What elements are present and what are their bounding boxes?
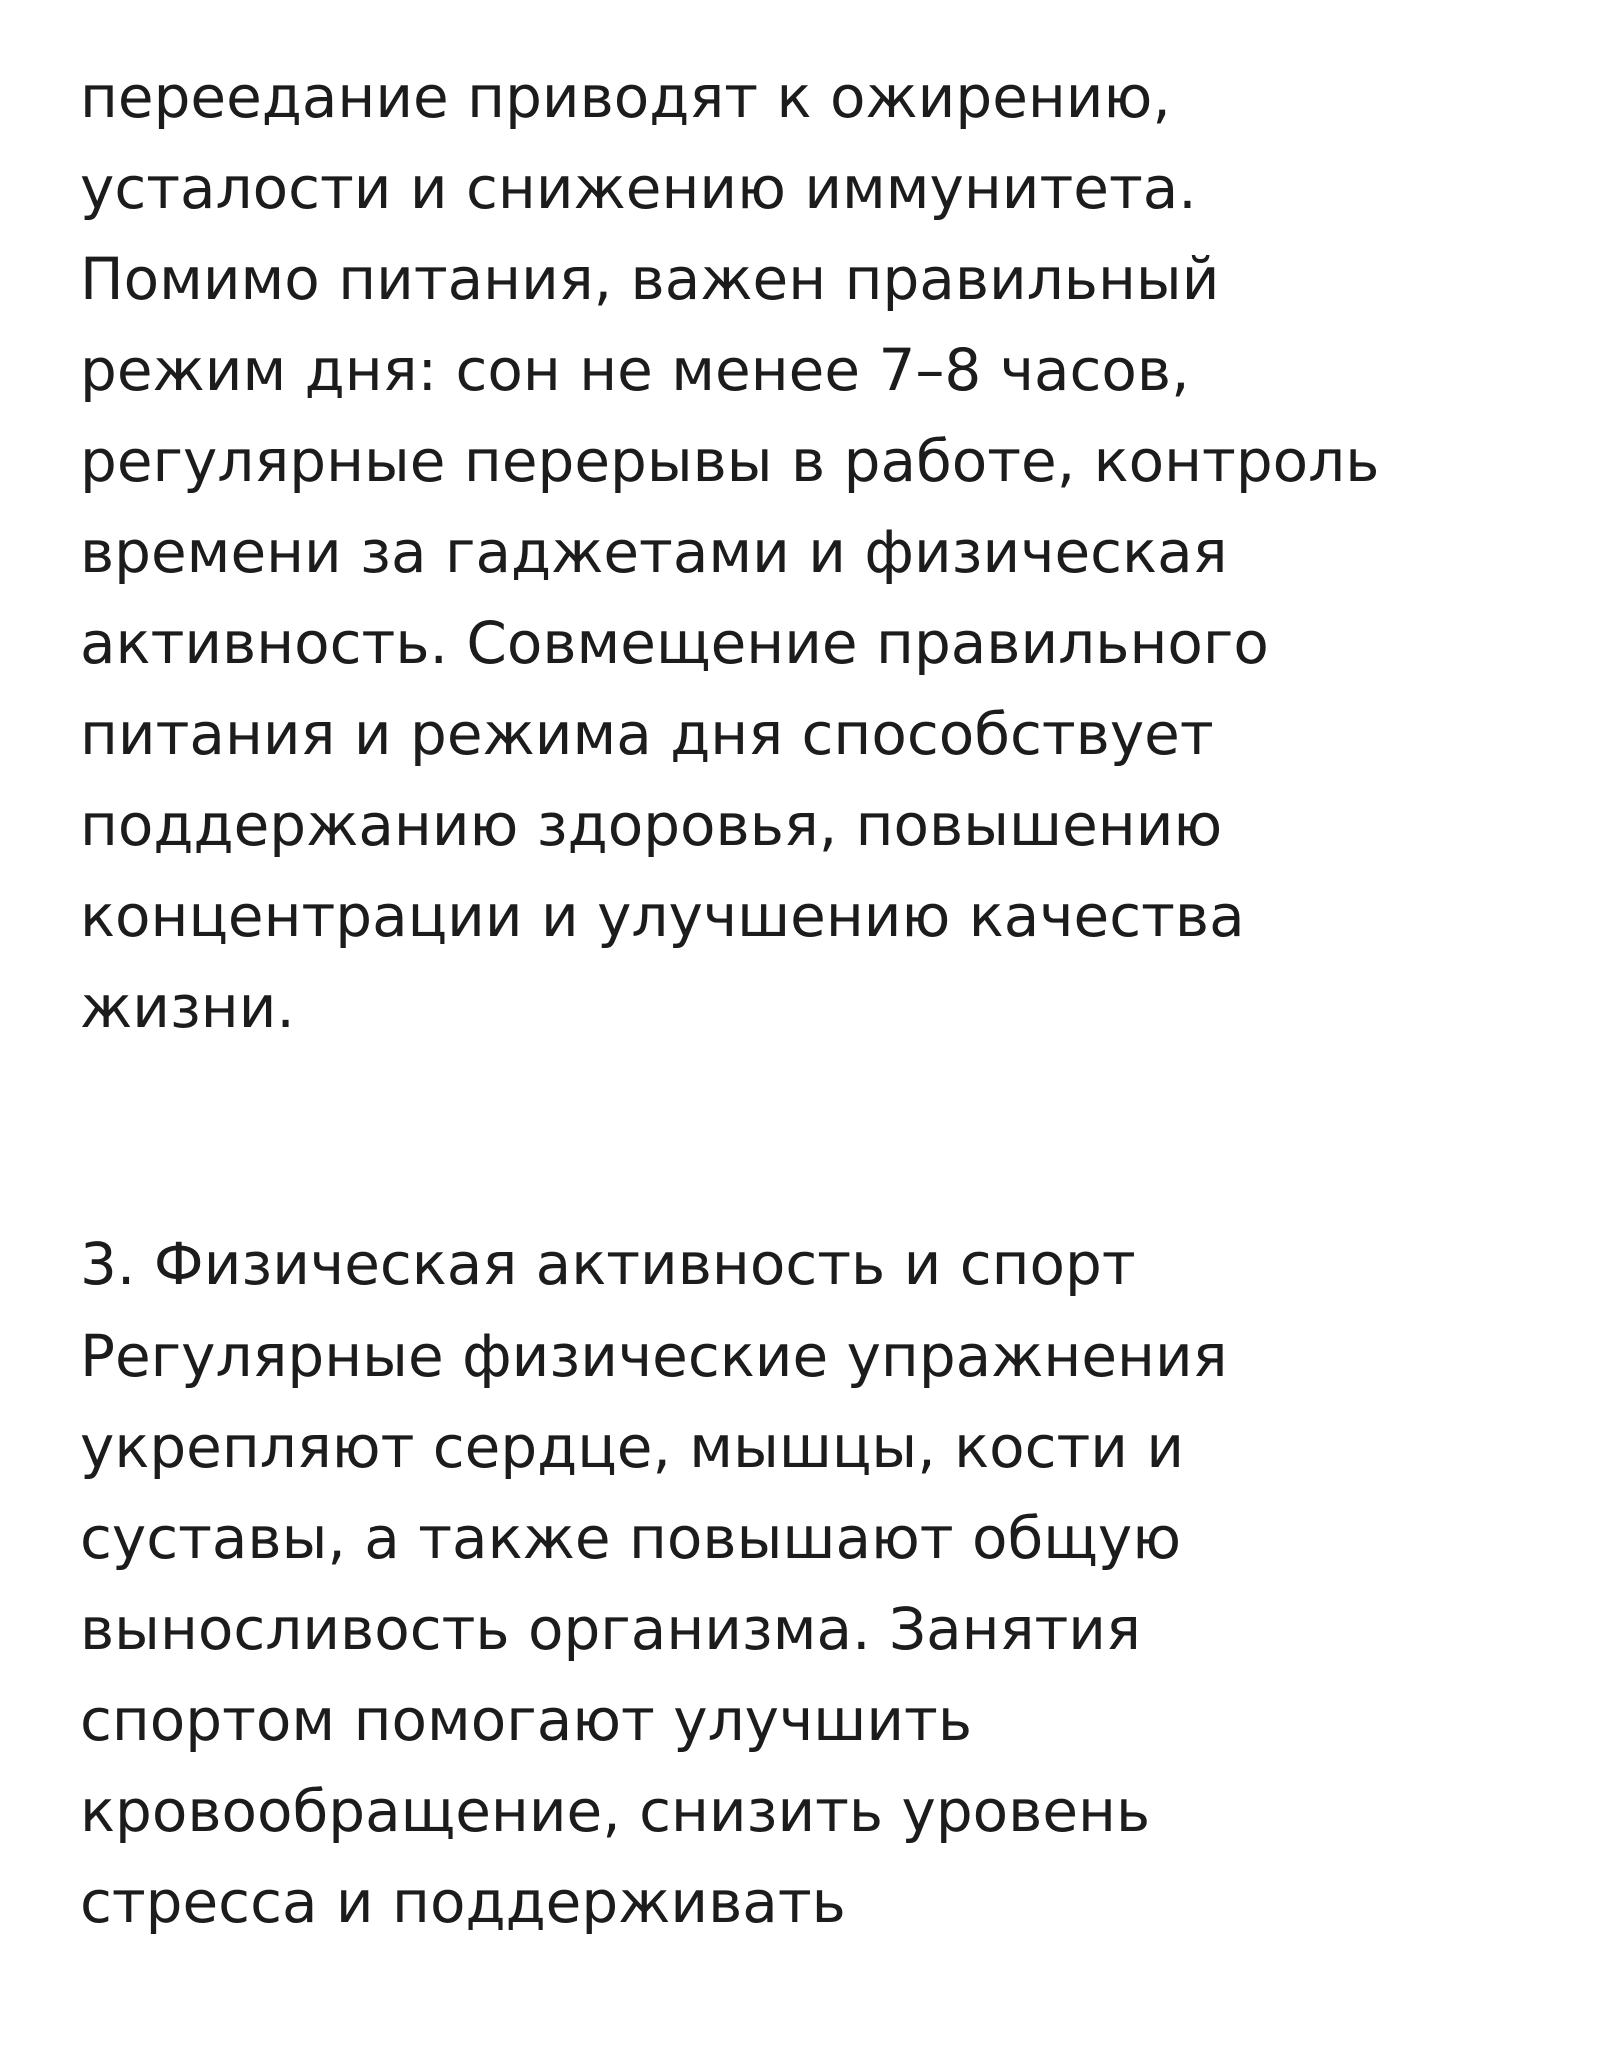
document-page xyxy=(80,52,1560,1948)
text-line: спортом помогают улучшить xyxy=(80,1686,973,1754)
section-heading: 3. Физическая активность и спорт xyxy=(80,1230,1136,1298)
text-line: кровообращение, снизить уровень xyxy=(80,1777,1151,1845)
text-line: укрепляют сердце, мышцы, кости и xyxy=(80,1413,1185,1481)
section-gap xyxy=(80,1053,1560,1217)
text-line: поддержанию здоровья, повышению xyxy=(80,791,1223,859)
section-physical-activity xyxy=(80,1217,1560,1948)
text-line: выносливость организма. Занятия xyxy=(80,1595,1141,1663)
text-line: режим дня: сон не менее 7–8 часов, xyxy=(80,336,1190,404)
text-line: времени за гаджетами и физическая xyxy=(80,518,1228,586)
text-line: концентрации и улучшению качества xyxy=(80,882,1245,950)
text-line: жизни. xyxy=(80,973,295,1041)
text-line: Регулярные физические упражнения xyxy=(80,1322,1228,1390)
paragraph-nutrition-continued xyxy=(80,52,1560,1053)
text-line: переедание приводят к ожирению, xyxy=(80,63,1171,131)
text-line: суставы, а также повышают общую xyxy=(80,1504,1182,1572)
text-line: Помимо питания, важен правильный xyxy=(80,245,1220,313)
text-line: регулярные перерывы в работе, контроль xyxy=(80,427,1380,495)
text-line: питания и режима дня способствует xyxy=(80,700,1214,768)
text-line: активность. Совмещение правильного xyxy=(80,609,1269,677)
text-line: стресса и поддерживать xyxy=(80,1868,846,1936)
text-line: усталости и снижению иммунитета. xyxy=(80,154,1197,222)
